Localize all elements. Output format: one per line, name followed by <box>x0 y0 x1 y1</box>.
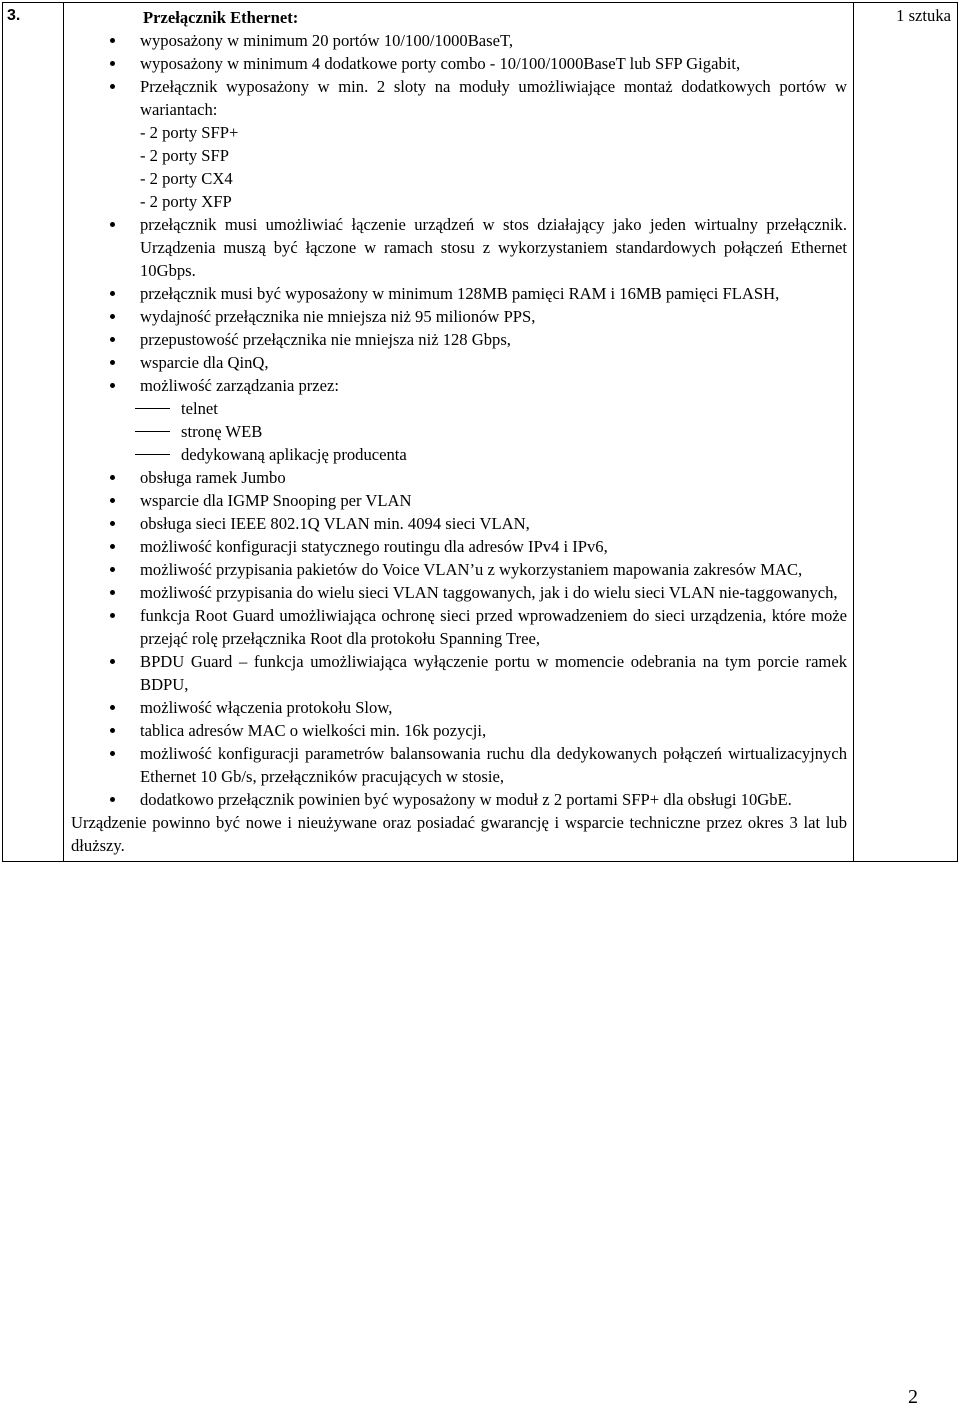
list-item: BPDU Guard – funkcja umożliwiająca wyłączenie portu w momencie odebrania na tym porcie ramek BDPU, <box>71 650 847 696</box>
management-list <box>71 397 847 466</box>
list-item: wyposażony w minimum 4 dodatkowe porty combo - 10/100/1000BaseT lub SFP Gigabit, <box>71 52 847 75</box>
list-item: wyposażony w minimum 20 portów 10/100/1000BaseT, <box>71 29 847 52</box>
quantity-cell <box>854 3 958 862</box>
feature-list <box>71 29 847 121</box>
page-number: 2 <box>908 1386 918 1408</box>
list-item: wsparcie dla QinQ, <box>71 351 847 374</box>
list-item: przełącznik musi umożliwiać łączenie urządzeń w stos działający jako jeden wirtualny przełącznik. Urządzenia muszą być łączone w ramach stosu z wykorzystaniem standardowych połączeń Ethernet 10Gbps. <box>71 213 847 282</box>
list-item: obsługa sieci IEEE 802.1Q VLAN min. 4094 sieci VLAN, <box>71 512 847 535</box>
list-item: możliwość włączenia protokołu Slow, <box>71 696 847 719</box>
list-item: wydajność przełącznika nie mniejsza niż 95 milionów PPS, <box>71 305 847 328</box>
section-number: 3. <box>7 7 21 24</box>
list-item: wsparcie dla IGMP Snooping per VLAN <box>71 489 847 512</box>
warranty-note: Urządzenie powinno być nowe i nieużywane oraz posiadać gwarancję i wsparcie techniczne przez okres 3 lat lub dłuższy. <box>71 813 847 855</box>
description-cell <box>64 3 854 862</box>
management-item: telnet <box>71 397 847 420</box>
list-item: dodatkowo przełącznik powinien być wyposażony w moduł z 2 portami SFP+ dla obsługi 10GbE. <box>71 788 847 811</box>
list-item: funkcja Root Guard umożliwiająca ochronę sieci przed wprowadzeniem do sieci urządzenia, które może przejąć rolę przełącznika Root dla protokołu Spanning Tree, <box>71 604 847 650</box>
port-variant: - 2 porty XFP <box>140 192 232 211</box>
list-item: możliwość konfiguracji parametrów balansowania ruchu dla dedykowanych połączeń wirtualizacyjnych Ethernet 10 Gb/s, przełączników pracujących w stosie, <box>71 742 847 788</box>
number-cell <box>3 3 64 862</box>
list-item: przełącznik musi być wyposażony w minimum 128MB pamięci RAM i 16MB pamięci FLASH, <box>71 282 847 305</box>
section-title: Przełącznik Ethernet: <box>143 8 299 27</box>
list-item: przepustowość przełącznika nie mniejsza niż 128 Gbps, <box>71 328 847 351</box>
list-item: możliwość zarządzania przez: <box>71 374 847 397</box>
description-content <box>64 3 853 861</box>
port-variant-list <box>71 121 847 213</box>
port-variant: - 2 porty SFP+ <box>140 123 239 142</box>
management-item: dedykowaną aplikację producenta <box>71 443 847 466</box>
feature-list <box>71 213 847 397</box>
table-row <box>3 3 958 862</box>
quantity-value: 1 sztuka <box>896 6 951 25</box>
port-variant: - 2 porty SFP <box>140 146 229 165</box>
list-item: możliwość konfiguracji statycznego routingu dla adresów IPv4 i IPv6, <box>71 535 847 558</box>
port-variant: - 2 porty CX4 <box>140 169 233 188</box>
list-item: możliwość przypisania do wielu sieci VLAN taggowanych, jak i do wielu sieci VLAN nie-taggowanych, <box>71 581 847 604</box>
list-item: tablica adresów MAC o wielkości min. 16k pozycji, <box>71 719 847 742</box>
specification-table <box>2 2 958 862</box>
list-item: obsługa ramek Jumbo <box>71 466 847 489</box>
management-item: stronę WEB <box>71 420 847 443</box>
feature-list <box>71 466 847 811</box>
list-item: możliwość przypisania pakietów do Voice VLAN’u z wykorzystaniem mapowania zakresów MAC, <box>71 558 847 581</box>
list-item: Przełącznik wyposażony w min. 2 sloty na moduły umożliwiające montaż dodatkowych portów w wariantach: <box>71 75 847 121</box>
